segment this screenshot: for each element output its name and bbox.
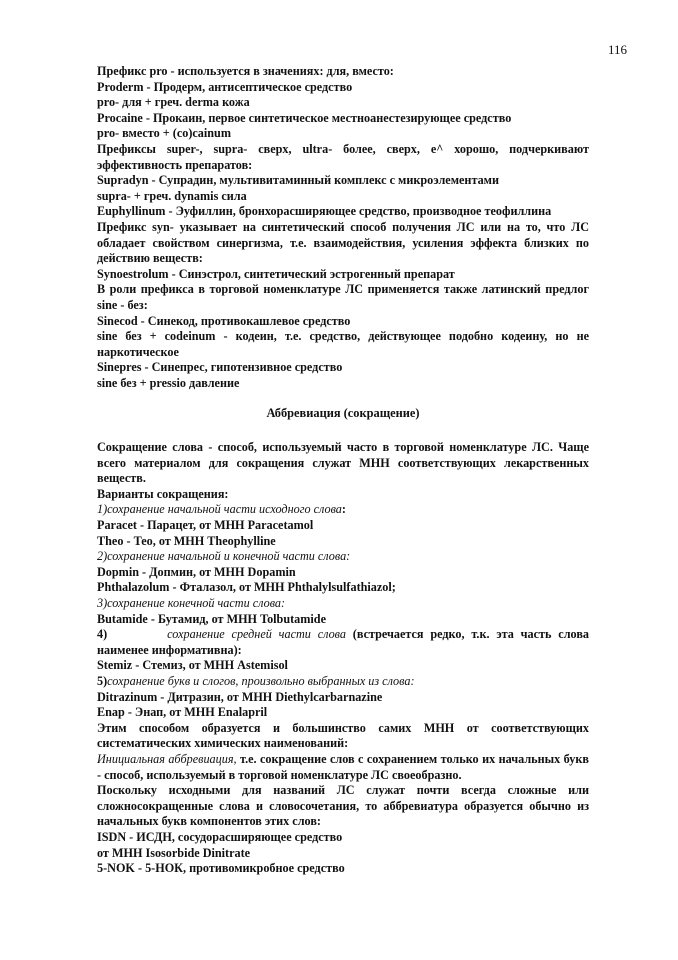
text-line: pro- для + греч. derma кожа [97,95,250,110]
variant-number: 4) [97,627,108,642]
text-paragraph: Этим способом образуется и большинство самих МНН от соответствующих систематических химических наименований: [97,720,589,751]
text-line: supra- + греч. dynamis сила [97,188,247,203]
text-paragraph: Префикс syn- указывает на синтетический способ получения ЛС или на то, что ЛС обладает свойством синергизма, т.е. взаимодействия, усиления эффекта близких по действию веществ: [97,219,589,266]
example-line: 5-NOK - 5-НОК, противомикробное средство [97,861,345,876]
variant-heading: 2)сохранение начальной и конечной части слова: [97,549,351,564]
text-paragraph: Префиксы super-, supra- сверх, ultra- более, сверх, e^ хорошо, подчеркивают эффективность препаратов: [97,141,589,172]
variant-title: 1)сохранение начальной части исходного слова [97,502,342,517]
page-number: 116 [608,42,628,57]
variant-heading: 3)сохранение конечной части слова: [97,596,286,610]
variant-number: 5) [97,673,108,688]
text-line: Euphyllinum - Эуфиллин, бронхорасширяющее средство, производное теофиллина [97,204,552,219]
example-line: Stemiz - Стемиз, от МНН Astemisol [97,658,288,673]
example-line: Enap - Энап, от МНН Enalapril [97,705,268,720]
example-line: Ditrazinum - Дитразин, от МНН Diethylcarbarnazine [97,689,383,704]
text-line: Префикс pro - используется в значениях: для, вместо: [97,64,394,78]
text-line: pro- вместо + (co)cainum [97,126,231,141]
variant-note: (встречается редко, т.к. эта часть слова наименее информативна): [97,627,589,657]
text-paragraph: В роли префикса в торговой номенклатуре ЛС применяется также латинский предлог sine - без: [97,282,589,312]
variant-heading [97,674,589,690]
variant-heading [97,502,589,518]
text-line: Synoestrolum - Синэстрол, синтетический эстрогенный препарат [97,266,455,281]
text-paragraph: Сокращение слова - способ, используемый часто в торговой номенклатуре ЛС. Чаще всего материалом для сокращения служат МНН соответствующих лекарственных веществ. [97,440,589,486]
variant-colon: : [341,502,346,517]
section-heading: Аббревиация (сокращение) [266,406,420,421]
example-line: Theo - Тео, от МНН Theophylline [97,533,276,548]
text-paragraph: sine без + codeinum - кодеин, т.е. средство, действующее подобно кодеину, но не наркотическое [97,329,589,359]
example-line: Butamide - Бутамид, от МНН Tolbutamide [97,611,326,626]
text-paragraph: Поскольку исходными для названий ЛС служат почти всегда сложные или сложносокращенные слова и словосочетания, то аббревиатура образуется обычно из начальных букв компонентов этих слов: [97,783,589,829]
variant-title: сохранение букв и слогов, произвольно выбранных из слова: [107,673,415,688]
term-italic: Инициальная аббревиация, [97,751,237,766]
text-line: Sinepres - Синепрес, гипотензивное средство [97,360,343,375]
term-definition: т.е. сокращение слов с сохранением только их начальных букв - способ, используемый в торговой номенклатуре ЛС своеобразно. [97,751,589,782]
example-line: Dopmin - Допмин, от МНН Dopamin [97,564,296,579]
text-line: Proderm - Продерм, антисептическое средство [97,79,353,94]
text-line: sine без + pressio давление [97,375,240,390]
text-line: Варианты сокращения: [97,486,229,501]
example-line: от МНН Isosorbide Dinitrate [97,845,251,860]
variant-title: сохранение средней части слова [167,627,346,642]
page-content [97,64,589,877]
text-paragraph [97,752,589,783]
example-line: ISDN - ИСДН, сосудорасширяющее средство [97,829,343,844]
text-line: Supradyn - Супрадин, мультивитаминный комплекс с микроэлементами [97,173,500,188]
text-line: Procaine - Прокаин, первое синтетическое местноанестезирующее средство [97,110,512,125]
text-line: Sinecod - Синекод, противокашлевое средство [97,313,351,328]
example-line: Paracet - Парацет, от МНН Paracetamol [97,518,314,533]
variant-heading [97,627,589,658]
example-line: Phthalazolum - Фталазол, от МНН Phthalylsulfathiazol; [97,580,396,595]
